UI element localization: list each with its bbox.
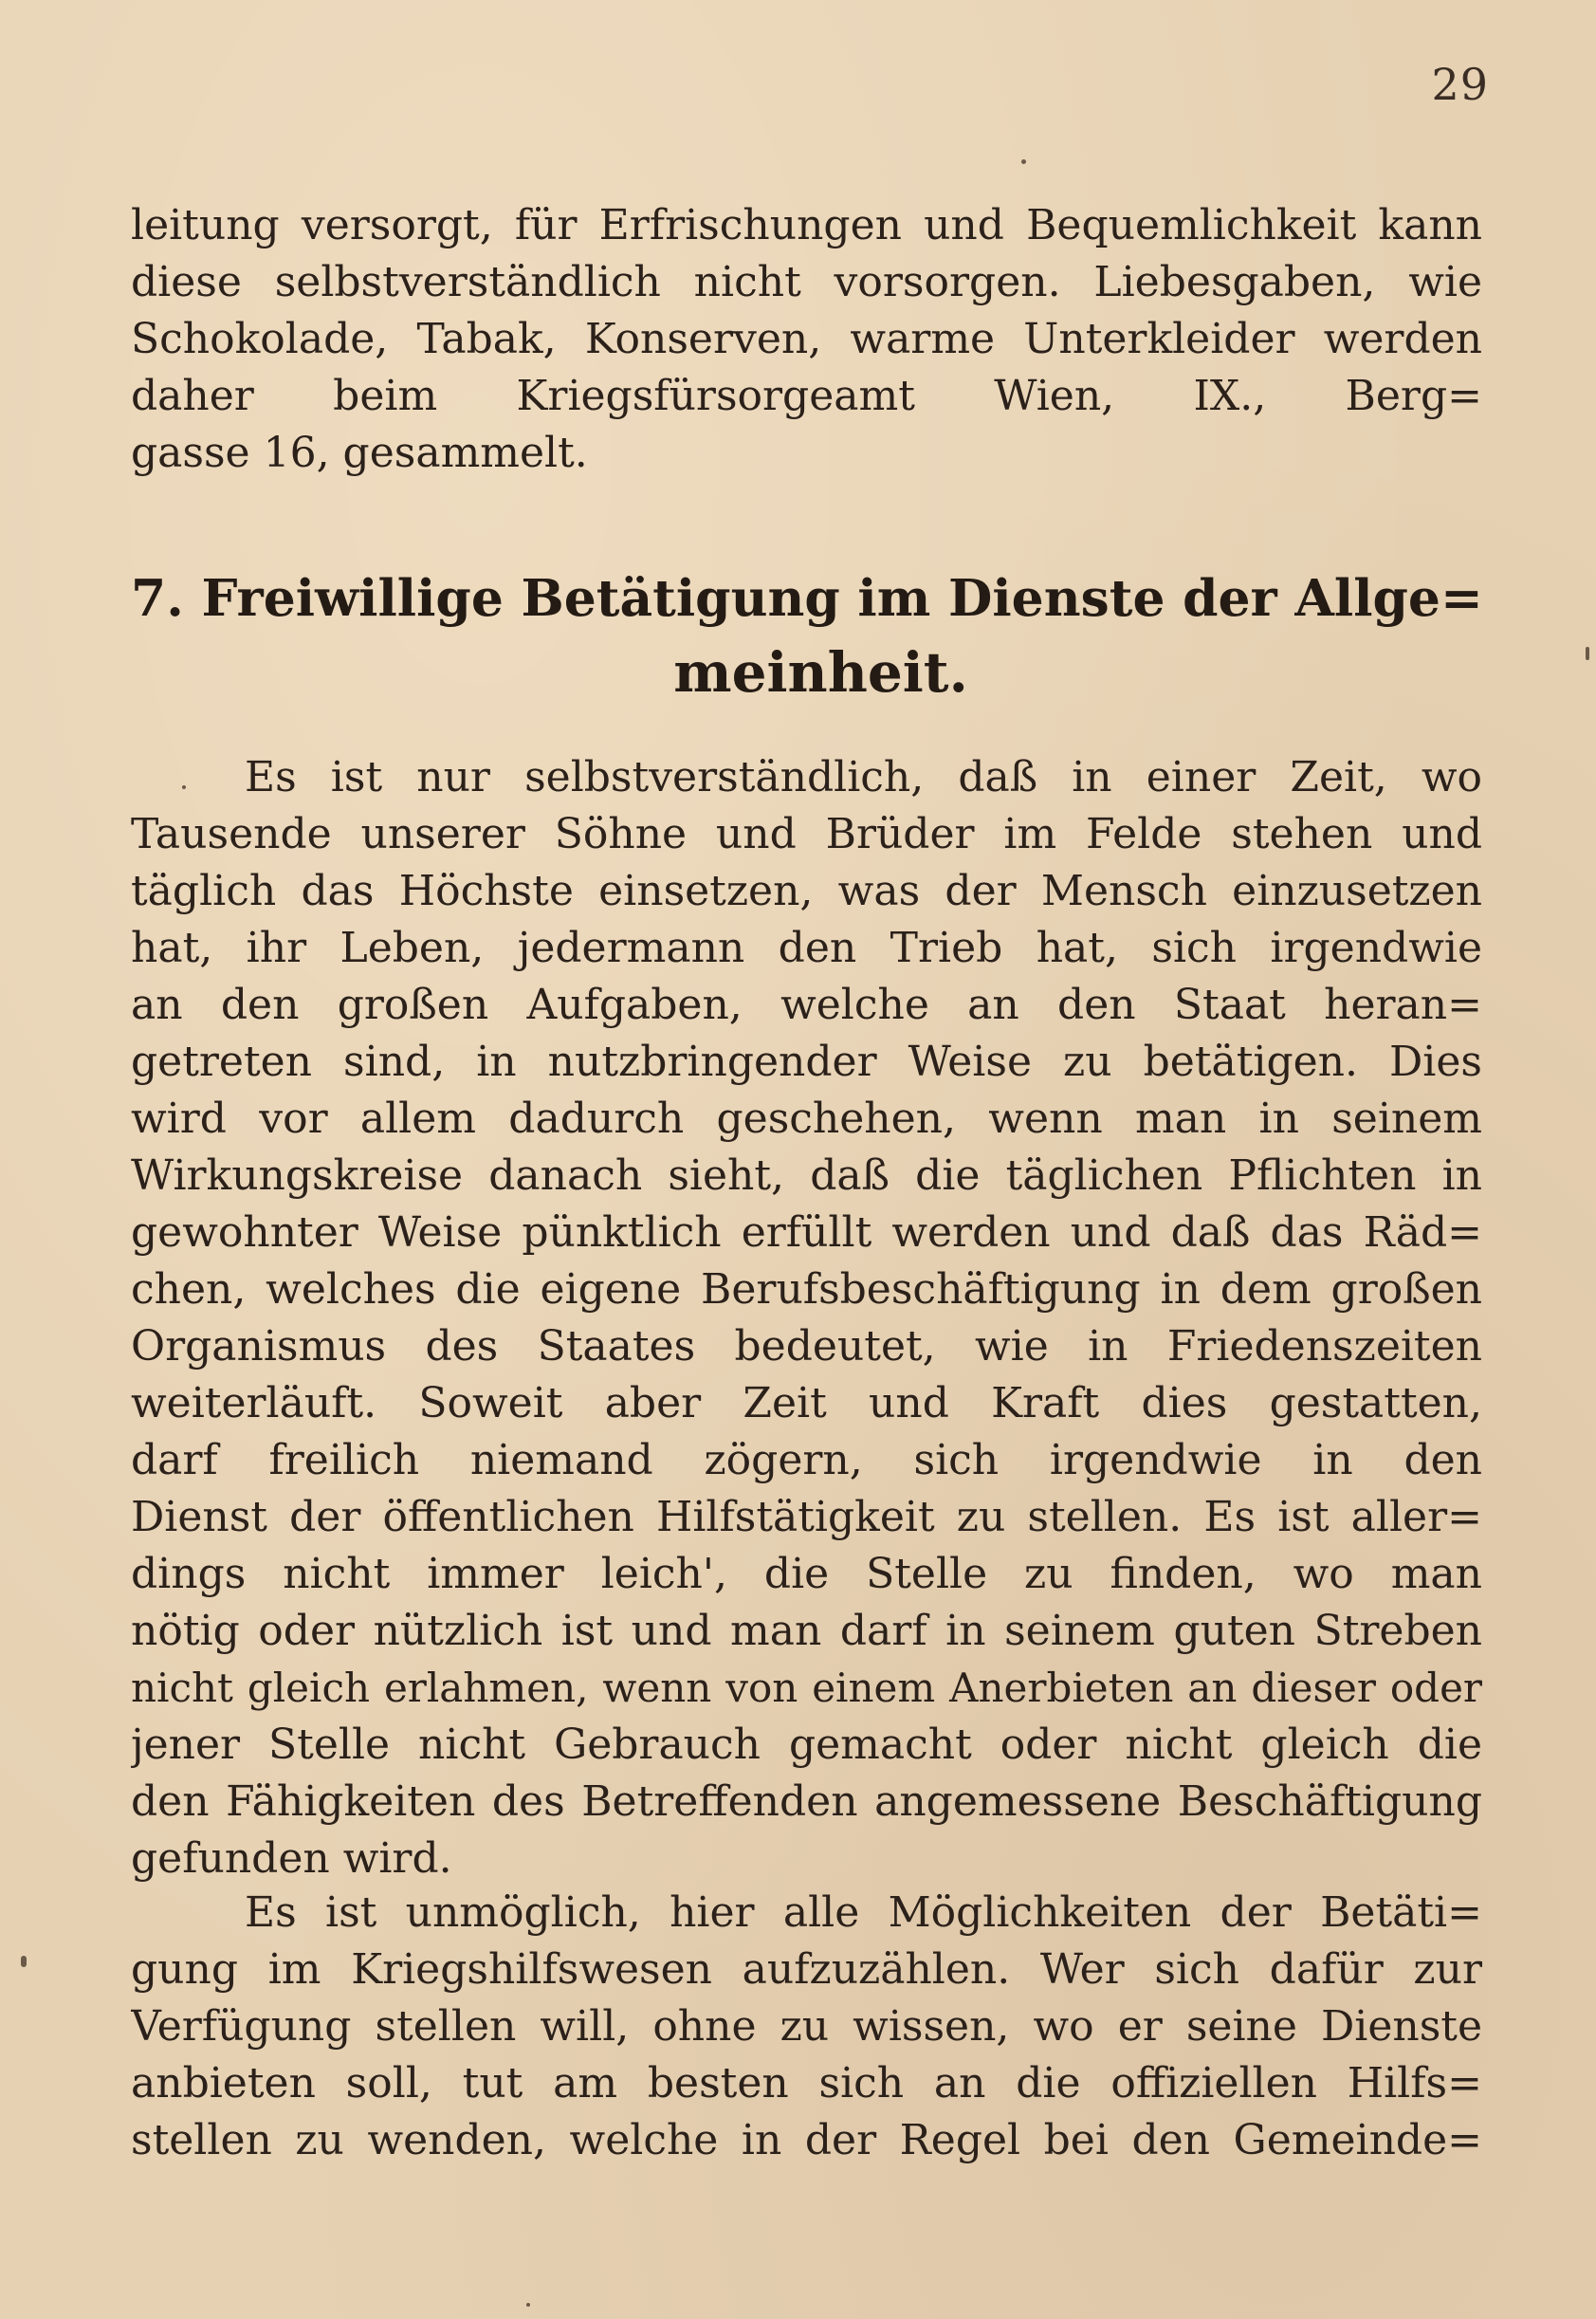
text-line: nötig oder nützlich ist und man darf in seinem guten Streben: [131, 1607, 1482, 1655]
text-line: hat, ihr Leben, jedermann den Trieb hat, sich irgendwie: [131, 924, 1482, 972]
text-line: leitung versorgt, für Erfrischungen und Bequemlichkeit kann: [131, 201, 1482, 249]
text-line: Organismus des Staates bedeutet, wie in Friedenszeiten: [131, 1322, 1482, 1371]
text-line: täglich das Höchste einsetzen, was der Mensch einzusetzen: [131, 867, 1482, 915]
text-line: nicht gleich erlahmen, wenn von einem Anerbieten an dieser oder: [131, 1665, 1482, 1711]
text-line: Dienst der öffentlichen Hilfstätigkeit zu stellen. Es ist aller=: [131, 1493, 1482, 1541]
paragraph: [131, 1885, 1482, 2169]
paper-speck: [182, 785, 186, 789]
text-line: Verfügung stellen will, ohne zu wissen, wo er seine Dienste: [131, 2002, 1482, 2051]
paper-speck: [1586, 647, 1589, 660]
text-line: gung im Kriegshilfswesen aufzuzählen. Wer sich dafür zur: [131, 1945, 1482, 1994]
text-line: getreten sind, in nutzbringender Weise zu betätigen. Dies: [131, 1038, 1482, 1086]
text-line: jener Stelle nicht Gebrauch gemacht oder nicht gleich die: [131, 1721, 1482, 1769]
section-heading-line: 7. Freiwillige Betätigung im Dienste der Allge=: [131, 568, 1483, 628]
text-line: weiterläuft. Soweit aber Zeit und Kraft dies gestatten,: [131, 1379, 1482, 1427]
text-line: Es ist unmöglich, hier alle Möglichkeiten der Betäti=: [245, 1888, 1482, 1937]
text-line: gewohnter Weise pünktlich erfüllt werden und daß das Räd=: [131, 1208, 1482, 1257]
page-number: 29: [1431, 59, 1489, 110]
paper-speck: [526, 2303, 530, 2307]
section-heading-line: meinheit.: [673, 640, 968, 705]
text-line: chen, welches die eigene Berufsbeschäftigung in dem großen: [131, 1265, 1482, 1314]
text-line: Schokolade, Tabak, Konserven, warme Unterkleider werden: [131, 315, 1482, 363]
text-line: gefunden wird.: [131, 1834, 452, 1883]
text-line: darf freilich niemand zögern, sich irgendwie in den: [131, 1436, 1482, 1484]
text-line: gasse 16, gesammelt.: [131, 429, 588, 477]
text-line: Es ist nur selbstverständlich, daß in einer Zeit, wo: [245, 753, 1482, 801]
text-line: an den großen Aufgaben, welche an den Staat heran=: [131, 981, 1482, 1029]
text-line: dings nicht immer leich', die Stelle zu finden, wo man: [131, 1550, 1482, 1598]
continuation-paragraph: [131, 197, 1482, 482]
text-line: diese selbstverständlich nicht vorsorgen. Liebesgaben, wie: [131, 258, 1482, 306]
paragraph: [131, 749, 1482, 1887]
text-line: anbieten soll, tut am besten sich an die offiziellen Hilfs=: [131, 2059, 1482, 2107]
text-line: daher beim Kriegsfürsorgeamt Wien, IX., Berg=: [131, 372, 1482, 420]
text-line: Tausende unserer Söhne und Brüder im Felde stehen und: [131, 810, 1482, 858]
paper-speck: [21, 1956, 27, 1967]
text-line: Wirkungskreise danach sieht, daß die täglichen Pflichten in: [131, 1151, 1482, 1200]
text-line: den Fähigkeiten des Betreffenden angemessene Beschäftigung: [131, 1777, 1482, 1826]
text-line: stellen zu wenden, welche in der Regel bei den Gemeinde=: [131, 2116, 1482, 2164]
paper-speck: [1021, 159, 1026, 164]
text-line: wird vor allem dadurch geschehen, wenn man in seinem: [131, 1095, 1482, 1143]
section-heading: [131, 561, 1482, 709]
